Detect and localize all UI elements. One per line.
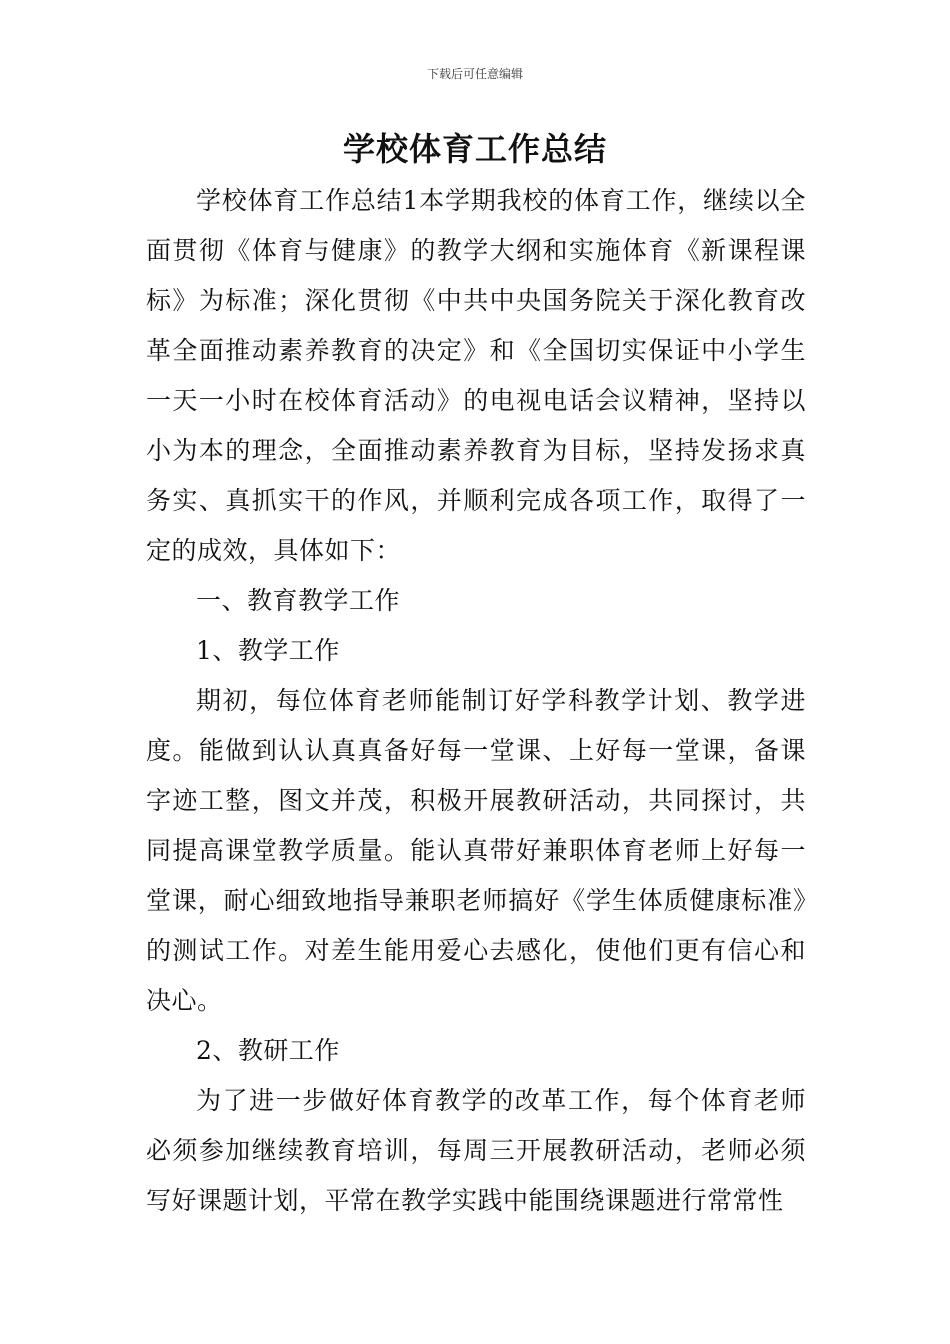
heading-subsection-1: 1、教学工作 (196, 636, 340, 665)
paragraph-research-work: 为了进一步做好体育教学的改革工作，每个体育老师必须参加继续教育培训，每周三开展教研活动，老师必须写好课题计划，平常在教学实践中能围绕课题进行常常性 (146, 1086, 806, 1215)
document-title: 学校体育工作总结 (342, 130, 607, 168)
document-body (146, 176, 806, 1226)
heading-section-1: 一、教育教学工作 (196, 586, 401, 615)
paragraph-teaching-work: 期初，每位体育老师能制订好学科教学计划、教学进度。能做到认认真真备好每一堂课、上好每一堂课，备课字迹工整，图文并茂，积极开展教研活动，共同探讨，共同提高课堂教学质量。能认真带好兼职体育老师上好每一堂课，耐心细致地指导兼职老师搞好《学生体质健康标准》的测试工作。对差生能用爱心去感化，使他们更有信心和决心。 (146, 686, 806, 1015)
paragraph-intro: 学校体育工作总结1本学期我校的体育工作，继续以全面贯彻《体育与健康》的教学大纲和实施体育《新课程课标》为标准；深化贯彻《中共中央国务院关于深化教育改革全面推动素养教育的决定》和《全国切实保证中小学生一天一小时在校体育活动》的电视电话会议精神，坚持以小为本的理念，全面推动素养教育为目标，坚持发扬求真务实、真抓实干的作风，并顺利完成各项工作，取得了一定的成效，具体如下： (146, 186, 806, 565)
heading-subsection-2: 2、教研工作 (196, 1036, 340, 1065)
page-header-note: 下载后可任意编辑 (426, 67, 523, 81)
